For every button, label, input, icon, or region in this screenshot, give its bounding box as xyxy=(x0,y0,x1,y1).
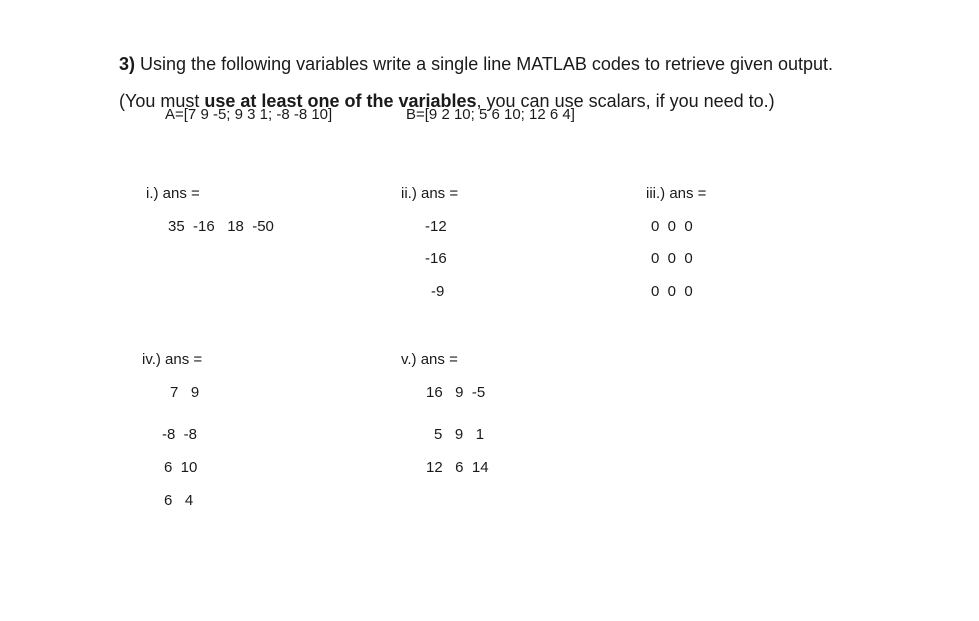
part-iv-row: 6 10 xyxy=(164,459,198,476)
part-i-row: 35 -16 18 -50 xyxy=(168,218,274,235)
part-i-label: i.) ans = xyxy=(146,185,200,202)
part-ii-row: -12 xyxy=(425,218,447,235)
part-iii-row: 0 0 0 xyxy=(651,283,693,300)
part-v-row: 5 9 1 xyxy=(434,426,485,443)
question-title xyxy=(109,33,833,75)
part-iv-label: iv.) ans = xyxy=(142,351,203,368)
part-v-label: v.) ans = xyxy=(401,351,458,368)
part-iv-row: 6 4 xyxy=(164,492,194,509)
part-ii-label: ii.) ans = xyxy=(401,185,459,202)
variable-b: B=[9 2 10; 5 6 10; 12 6 4] xyxy=(406,106,575,123)
question-text: Using the following variables write a single line MATLAB codes to retrieve given output. xyxy=(135,54,834,74)
part-iv-row: 7 9 xyxy=(170,384,200,401)
note-after: , you can use scalars, if you need to.) xyxy=(476,91,775,111)
part-ii-row: -9 xyxy=(431,283,445,300)
variable-a: A=[7 9 -5; 9 3 1; -8 -8 10] xyxy=(165,106,333,123)
part-v-row: 16 9 -5 xyxy=(426,384,486,401)
part-ii-row: -16 xyxy=(425,250,447,267)
note-bold: use at least one of the variables xyxy=(204,91,477,111)
question-number: 3) xyxy=(119,54,136,74)
part-iii-row: 0 0 0 xyxy=(651,250,693,267)
part-iii-label: iii.) ans = xyxy=(646,185,707,202)
note-before: (You must xyxy=(119,91,205,111)
part-v-row: 12 6 14 xyxy=(426,459,489,476)
part-iii-row: 0 0 0 xyxy=(651,218,693,235)
part-iv-row: -8 -8 xyxy=(162,426,198,443)
